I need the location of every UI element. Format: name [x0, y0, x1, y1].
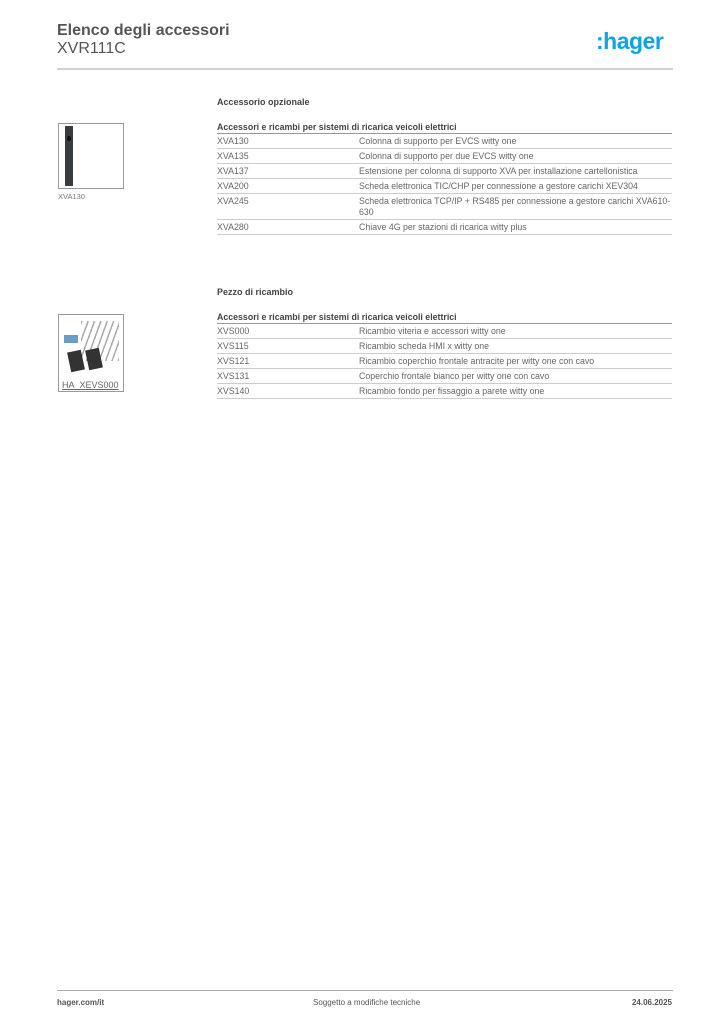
table-row — [217, 354, 672, 369]
item-code: XVS121 — [217, 354, 359, 369]
section-heading: Pezzo di ricambio — [217, 287, 294, 297]
table-row — [217, 194, 672, 220]
accessory-table — [217, 121, 672, 235]
table-row — [217, 369, 672, 384]
item-description: Colonna di supporto per EVCS witty one — [359, 134, 672, 149]
product-image — [58, 314, 124, 392]
table-row — [217, 220, 672, 235]
item-code: XVA130 — [217, 134, 359, 149]
board-shape — [64, 335, 78, 343]
header-divider — [57, 68, 673, 70]
item-description: Ricambio viteria e accessori witty one — [359, 324, 672, 339]
footer-date: 24.06.2025 — [631, 998, 672, 1007]
item-code: XVA200 — [217, 179, 359, 194]
item-code: XVA135 — [217, 149, 359, 164]
item-description: Chiave 4G per stazioni di ricarica witty plus — [359, 220, 672, 235]
item-code: XVA137 — [217, 164, 359, 179]
image-caption: XVA130 — [58, 192, 85, 201]
item-description: Ricambio coperchio frontale antracite per witty one con cavo — [359, 354, 672, 369]
table-row — [217, 384, 672, 399]
table-header: Accessori e ricambi per sistemi di ricarica veicoli elettrici — [217, 311, 672, 324]
item-code: XVA280 — [217, 220, 359, 235]
image-caption: HA_XEVS000 — [62, 380, 119, 390]
item-code: XVS131 — [217, 369, 359, 384]
table-row — [217, 134, 672, 149]
item-code: XVS000 — [217, 324, 359, 339]
item-code: XVS140 — [217, 384, 359, 399]
page-title: Elenco degli accessori — [57, 22, 230, 39]
item-description: Colonna di supporto per due EVCS witty one — [359, 149, 672, 164]
column-shape — [65, 126, 73, 186]
item-code: XVS115 — [217, 339, 359, 354]
item-code: XVA245 — [217, 194, 359, 220]
table-row — [217, 339, 672, 354]
footer-divider — [57, 990, 673, 991]
spare-parts-table — [217, 311, 672, 399]
product-code: XVR111C — [57, 40, 126, 57]
table-row — [217, 179, 672, 194]
item-description: Coperchio frontale bianco per witty one con cavo — [359, 369, 672, 384]
footer-website[interactable]: hager.com/it — [57, 998, 105, 1007]
product-image — [58, 123, 124, 189]
item-description: Ricambio scheda HMI x witty one — [359, 339, 672, 354]
item-description: Estensione per colonna di supporto XVA per installazione cartellonistica — [359, 164, 672, 179]
table-row — [217, 149, 672, 164]
section-heading: Accessorio opzionale — [217, 97, 310, 107]
item-description: Ricambio fondo per fissaggio a parete witty one — [359, 384, 672, 399]
table-row — [217, 324, 672, 339]
table-header: Accessori e ricambi per sistemi di ricarica veicoli elettrici — [217, 121, 672, 134]
footer-note: Soggetto a modifiche tecniche — [313, 998, 421, 1007]
item-description: Scheda elettronica TCP/IP + RS485 per connessione a gestore carichi XVA610-630 — [359, 194, 672, 220]
connector-shape — [67, 136, 71, 141]
item-description: Scheda elettronica TIC/CHP per connessione a gestore carichi XEV304 — [359, 179, 672, 194]
hager-logo: :hager — [596, 28, 664, 54]
table-row — [217, 164, 672, 179]
